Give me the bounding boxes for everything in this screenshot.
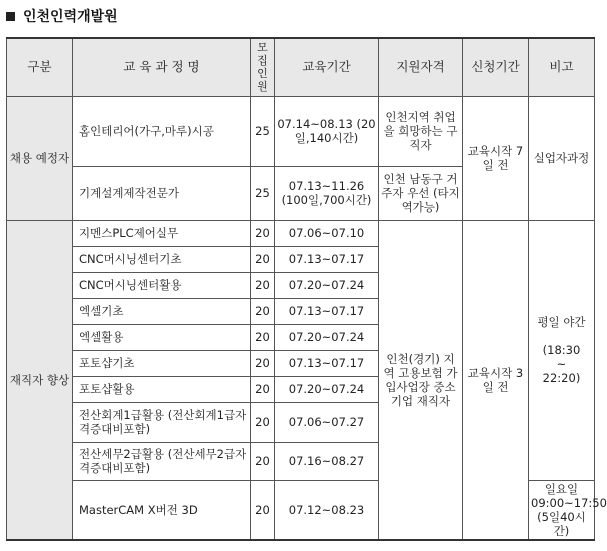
course-name: 전산세무2급활용 (전산세무2급자격증대비포함): [73, 442, 251, 480]
course-count: 20: [251, 442, 275, 480]
course-table: [6, 37, 607, 541]
remark-1: 실업자과정: [529, 96, 595, 220]
header-course: 교 육 과 정 명: [73, 38, 251, 96]
course-count: 20: [251, 376, 275, 402]
course-name: 엑셀기초: [73, 298, 251, 324]
course-period: 07.16~08.27: [275, 442, 379, 480]
course-period: 07.14~08.13 (20일,140시간): [275, 96, 379, 166]
square-bullet-icon: [6, 12, 15, 21]
course-count: 20: [251, 220, 275, 246]
remark-3: 일요일 09:00~17:50 (5일40시간): [529, 480, 595, 540]
table-row: [7, 96, 595, 166]
course-period: 07.13~07.17: [275, 246, 379, 272]
qualification-3: 인천(경기) 지역 고용보험 가입사업장 중소기업 재직자: [379, 220, 463, 540]
course-name: 기계설계제작전문가: [73, 166, 251, 220]
remark-2-line: (18:30: [542, 343, 581, 357]
course-count: 20: [251, 246, 275, 272]
course-count: 25: [251, 96, 275, 166]
remark-2-line: ~: [556, 357, 567, 371]
header-period: 교육기간: [275, 38, 379, 96]
course-count: 20: [251, 402, 275, 442]
application-1: 교육시작 7일 전: [463, 96, 529, 220]
course-period: 07.20~07.24: [275, 376, 379, 402]
course-name: 지멘스PLC제어실무: [73, 220, 251, 246]
course-count: 20: [251, 350, 275, 376]
qualification-1: 인천지역 취업을 희망하는 구직자: [379, 96, 463, 166]
course-count: 20: [251, 272, 275, 298]
page-title: [6, 4, 118, 28]
table-header-row: [7, 38, 595, 96]
qualification-2: 인천 남동구 거주자 우선 (타지역가능): [379, 166, 463, 220]
course-period: 07.06~07.27: [275, 402, 379, 442]
remark-2: [529, 220, 595, 480]
category-employed: 재직자 향상: [7, 220, 73, 540]
course-name: CNC머시닝센터기초: [73, 246, 251, 272]
course-period: 07.13~07.17: [275, 298, 379, 324]
course-name: 전산회계1급활용 (전산회계1급자격증대비포함): [73, 402, 251, 442]
course-period: 07.12~08.23: [275, 480, 379, 540]
remark-2-line: 22:20): [542, 371, 581, 385]
page-title-text: 인천인력개발원: [23, 9, 118, 25]
course-name: 포토샵기초: [73, 350, 251, 376]
course-period: 07.20~07.24: [275, 272, 379, 298]
header-application: 신청기간: [463, 38, 529, 96]
course-name: CNC머시닝센터활용: [73, 272, 251, 298]
category-hire: 채용 예정자: [7, 96, 73, 220]
course-name: 포토샵활용: [73, 376, 251, 402]
course-count: 20: [251, 324, 275, 350]
course-period: 07.06~07.10: [275, 220, 379, 246]
header-category: 구분: [7, 38, 73, 96]
application-2: 교육시작 3일 전: [463, 220, 529, 540]
course-period: 07.13~11.26 (100일,700시간): [275, 166, 379, 220]
course-period: 07.13~07.17: [275, 350, 379, 376]
course-name: 홈인테리어(가구,마루)시공: [73, 96, 251, 166]
course-count: 20: [251, 480, 275, 540]
course-name: 엑셀활용: [73, 324, 251, 350]
remark-2-line: 평일 야간: [537, 315, 586, 329]
header-remarks: 비고: [529, 38, 595, 96]
header-count: 모집인원: [251, 38, 275, 96]
table-row: [7, 220, 595, 246]
course-count: 20: [251, 298, 275, 324]
header-qualification: 지원자격: [379, 38, 463, 96]
course-period: 07.20~07.24: [275, 324, 379, 350]
course-count: 25: [251, 166, 275, 220]
course-name: MasterCAM X버전 3D: [73, 480, 251, 540]
